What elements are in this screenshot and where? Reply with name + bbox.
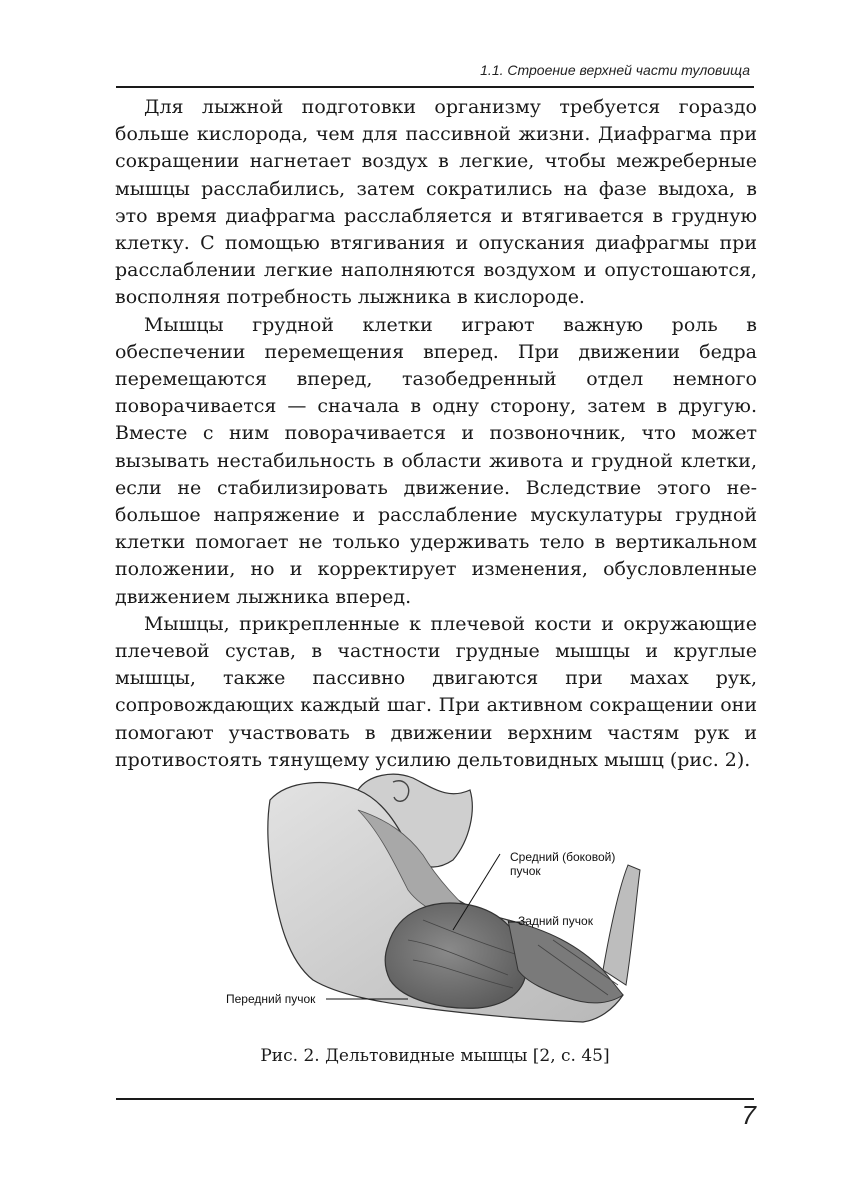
label-posterior-head: Задний пучок — [518, 914, 593, 928]
paragraph-1: Для лыжной подготовки организму требуется гораздо больше кислорода, чем для пассивной жизни. Диафрагма при сокращении нагнетает воздух в легкие, чтобы межреберные мышцы расслабились, затем сократились на фазе выдоха, в это время диафрагма расслабляется и втягивается в грудную клетку. С помощью втягивания и опускания диафрагмы при расслаблении легкие наполняются воздухом и опустошаются, восполняя потребность лыжника в кислороде. — [115, 96, 757, 309]
figure-caption: Рис. 2. Дельтовидные мышцы [2, с. 45] — [260, 1046, 610, 1066]
footer-rule — [116, 1098, 754, 1100]
paragraph-3: Мышцы, прикрепленные к плечевой кости и окружающие плечевой сустав, в частности грудные мышцы и круглые мышцы, также пассивно двигаются при махах рук, сопровождающих каждый шаг. При активном сокращении они помогают участвовать в движении верхним частям рук и противостоять тянущему усилию дельтовидных мышц (рис. 2). — [115, 612, 757, 771]
deltoid-figure — [208, 770, 648, 1038]
paragraph-2: Мышцы грудной клетки играют важную роль в обеспечении перемещения вперед. При движении бедра перемещаются вперед, тазобедренный отдел немного поворачивается — сначала в одну сторону, затем в другую. Вместе с ним поворачивается и позвоночник, что может вызывать нестабильность в области живота и грудной клетки, если не стабилизировать движение. Вследствие этого небольшое напряжение и расслабление мускулатуры грудной клетки помогает не только удерживать тело в вертикальном положении, но и корректирует изменения, обусловленные движением лыжника вперед. — [115, 313, 757, 608]
body-text — [115, 94, 757, 774]
running-header: 1.1. Строение верхней части туловища — [480, 62, 750, 78]
page-number: 7 — [741, 1100, 756, 1130]
header-rule — [116, 86, 754, 88]
label-middle-head: Средний (боковой) пучок — [510, 850, 616, 878]
label-anterior-head: Передний пучок — [226, 992, 316, 1006]
